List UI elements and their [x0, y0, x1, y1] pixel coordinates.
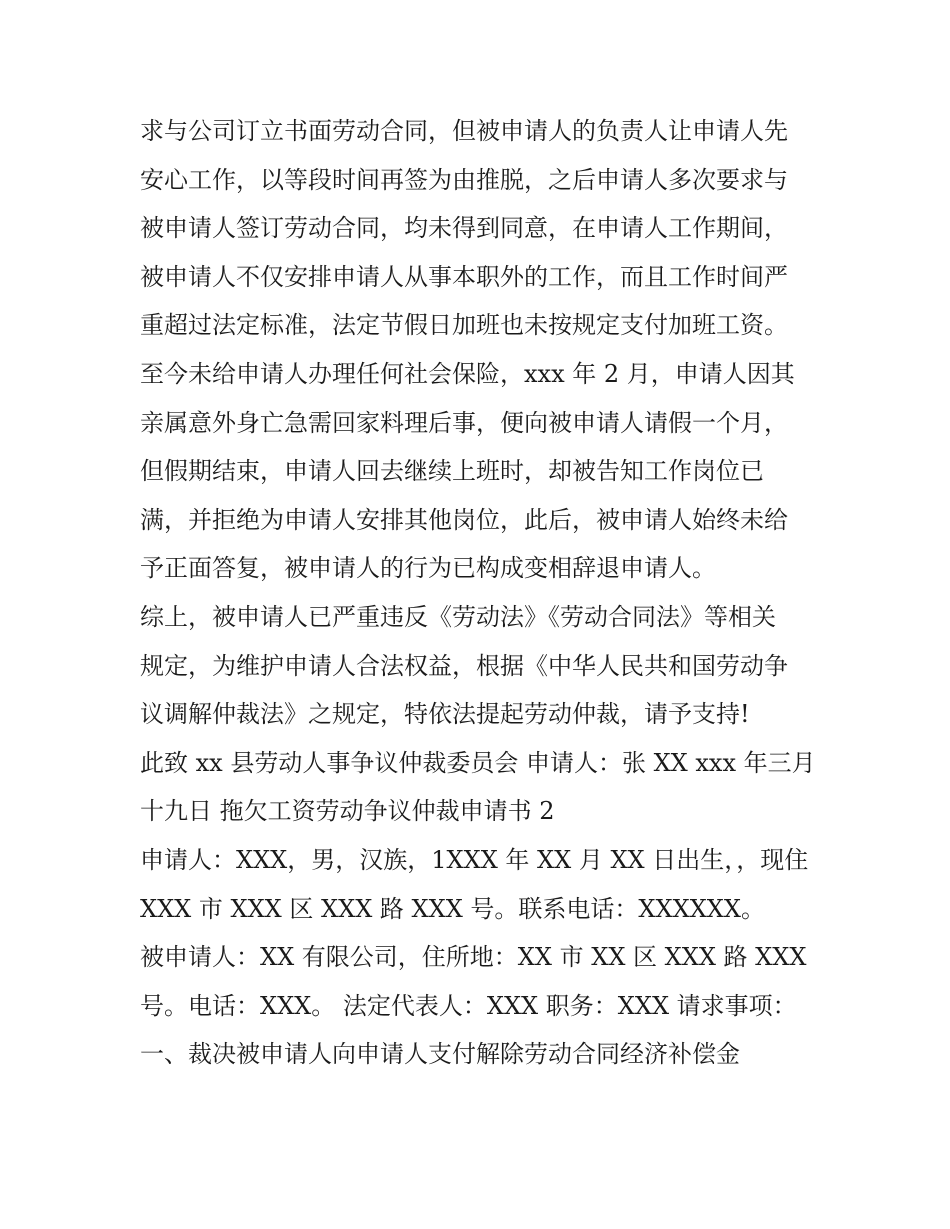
text-line: 综上，被申请人已严重违反《劳动法》《劳动合同法》等相关 [140, 602, 776, 631]
text-line: 被申请人不仅安排申请人从事本职外的工作，而且工作时间严 [140, 262, 788, 291]
text-line: 申请人：XXX，男，汉族，1XXX 年 XX 月 XX 日出生，，现住 [140, 845, 809, 874]
text-line: 至今未给申请人办理任何社会保险，xxx 年 2 月，申请人因其 [140, 359, 795, 388]
document-body [140, 107, 820, 1079]
text-line: 此致 xx 县劳动人事争议仲裁委员会 申请人：张 XX xxx 年三月 [140, 748, 816, 777]
text-line: 满，并拒绝为申请人安排其他岗位，此后，被申请人始终未给 [140, 505, 788, 534]
text-line: 议调解仲裁法》之规定，特依法提起劳动仲裁，请予支持! [140, 700, 750, 729]
text-line: XXX 市 XXX 区 XXX 路 XXX 号。联系电话：XXXXXX。 [140, 894, 765, 923]
text-line: 被申请人签订劳动合同，均未得到同意，在申请人工作期间， [140, 214, 788, 243]
text-line: 重超过法定标准，法定节假日加班也未按规定支付加班工资。 [140, 311, 788, 340]
text-line: 号。电话：XXX。 法定代表人：XXX 职务：XXX 请求事项： [140, 991, 797, 1020]
text-line: 予正面答复，被申请人的行为已构成变相辞退申请人。 [140, 554, 716, 583]
text-line: 亲属意外身亡急需回家料理后事，便向被申请人请假一个月， [140, 408, 788, 437]
text-line: 但假期结束，申请人回去继续上班时，却被告知工作岗位已 [140, 457, 764, 486]
text-line: 一、裁决被申请人向申请人支付解除劳动合同经济补偿金 [140, 1040, 740, 1069]
text-line: 求与公司订立书面劳动合同，但被申请人的负责人让申请人先 [140, 117, 788, 145]
text-line: 十九日 拖欠工资劳动争议仲裁申请书 2 [140, 797, 555, 826]
text-line: 被申请人：XX 有限公司，住所地：XX 市 XX 区 XXX 路 XXX [140, 943, 807, 972]
text-line: 安心工作，以等段时间再签为由推脱，之后申请人多次要求与 [140, 165, 788, 194]
text-line: 规定，为维护申请人合法权益，根据《中华人民共和国劳动争 [140, 651, 788, 680]
